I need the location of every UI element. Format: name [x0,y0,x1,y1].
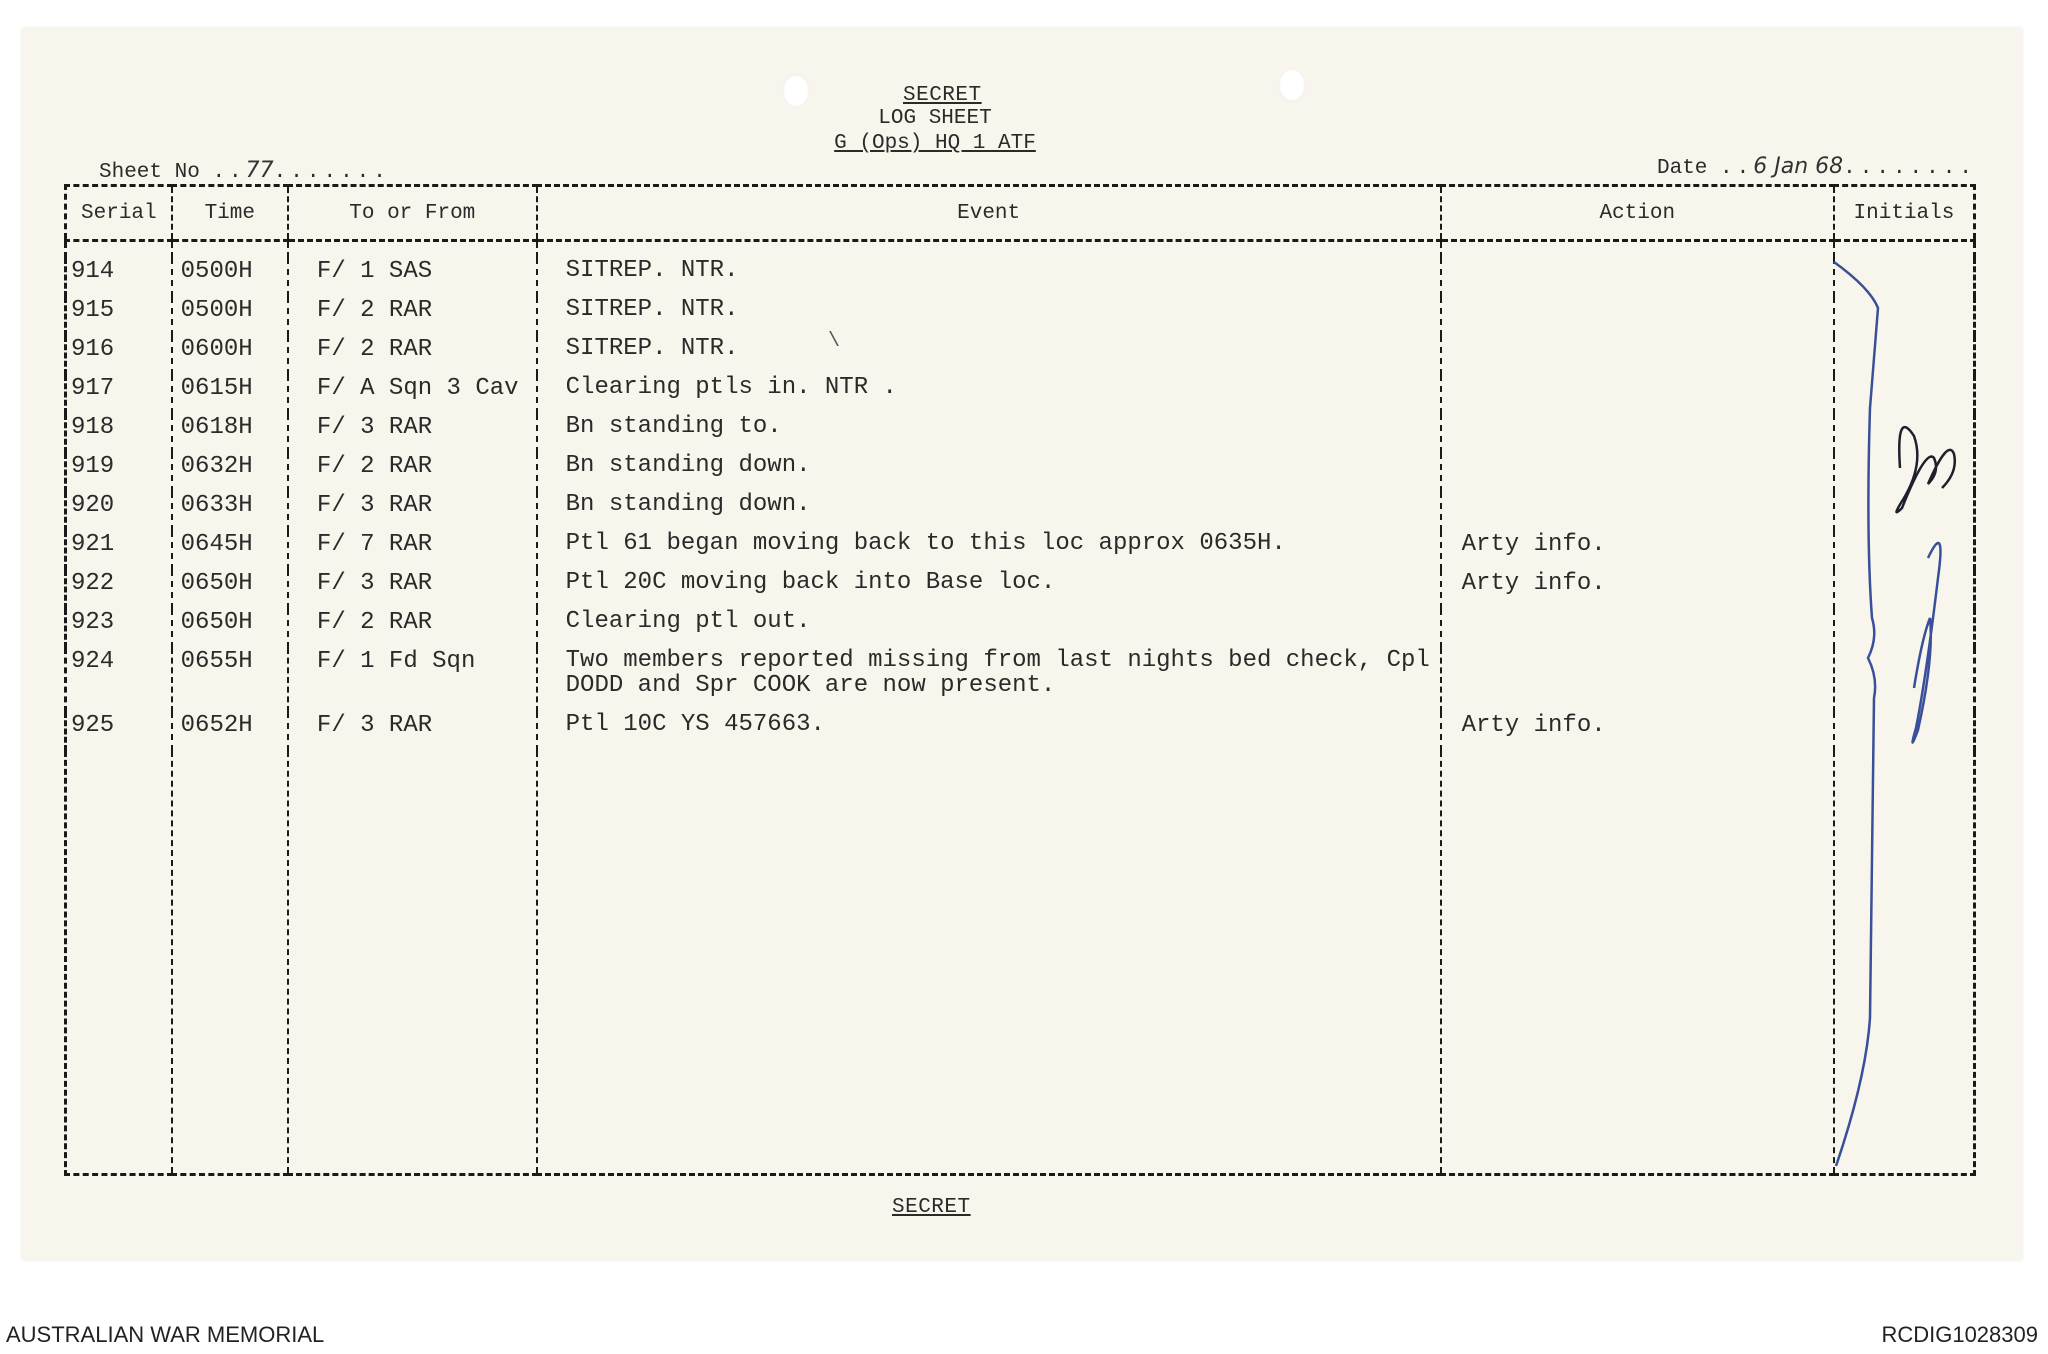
cell-time: 0500H [172,258,288,297]
cell-time: 0655H [172,648,288,712]
cell-time: 0650H [172,609,288,648]
cell-action [1441,492,1834,531]
cell-event: Ptl 10C YS 457663. [537,712,1441,751]
cell-action [1441,258,1834,297]
classification-top: SECRET [903,84,982,107]
table-row [66,531,1975,570]
table-row [66,258,1975,297]
cell-serial: 917 [66,375,172,414]
title-line-1: LOG SHEET [878,107,992,130]
cell-time: 0650H [172,570,288,609]
cell-event: SITREP. NTR. [537,258,1441,297]
cell-event: Ptl 61 began moving back to this loc approx 0635H. [537,531,1441,570]
cell-time: 0645H [172,531,288,570]
signature-mark [1896,427,1954,512]
cell-time: 0600H [172,336,288,375]
table-row [66,414,1975,453]
cell-serial: 919 [66,453,172,492]
table-filler-row [66,751,1975,1175]
header-to-or-from: To or From [288,186,537,241]
header-action: Action [1441,186,1834,241]
initials-bracket-annotation [1830,258,1970,1178]
cell-from: F/ 3 RAR [288,492,537,531]
table-header-row [66,186,1975,241]
header-serial: Serial [66,186,172,241]
cell-event: Two members reported missing from last nights bed check, Cpl DODD and Spr COOK are now present. [537,648,1441,712]
cell-time: 0632H [172,453,288,492]
cell-from: F/ 3 RAR [288,570,537,609]
cell-action: Arty info. [1441,712,1834,751]
cell-serial: 922 [66,570,172,609]
table-row [66,492,1975,531]
cell-serial: 921 [66,531,172,570]
title-block [800,106,1070,156]
cell-action [1441,336,1834,375]
cell-action [1441,609,1834,648]
cell-serial: 920 [66,492,172,531]
cell-from: F/ 2 RAR [288,453,537,492]
cell-time: 0500H [172,297,288,336]
cell-event: Clearing ptl out. [537,609,1441,648]
table-row [66,375,1975,414]
punch-hole [782,74,810,108]
cell-action [1441,648,1834,712]
sheet-number-field: Sheet No ..77....... [99,158,390,184]
punch-hole [1278,68,1306,102]
archive-label-left: AUSTRALIAN WAR MEMORIAL [6,1322,325,1347]
cell-from: F/ A Sqn 3 Cav [288,375,537,414]
date-label: Date [1657,157,1708,180]
cell-from: F/ 3 RAR [288,414,537,453]
table-row [66,336,1975,375]
cell-time: 0618H [172,414,288,453]
table-row [66,570,1975,609]
cell-action [1441,375,1834,414]
cell-from: F/ 2 RAR [288,609,537,648]
cell-action: Arty info. [1441,531,1834,570]
cell-action [1441,453,1834,492]
cell-serial: 923 [66,609,172,648]
classification-bottom: SECRET [892,1196,971,1219]
cell-from: F/ 3 RAR [288,712,537,751]
cell-from: F/ 1 SAS [288,258,537,297]
cell-event: Bn standing down. [537,492,1441,531]
cell-action: Arty info. [1441,570,1834,609]
cell-event: SITREP. NTR. [537,297,1441,336]
cell-time: 0615H [172,375,288,414]
cell-event: Bn standing down. [537,453,1441,492]
archive-label-right: RCDIG1028309 [1881,1322,2038,1347]
sheet-number-label: Sheet No [99,161,200,184]
header-time: Time [172,186,288,241]
cell-serial: 915 [66,297,172,336]
table-row [66,453,1975,492]
cell-event: SITREP. NTR. [537,336,1441,375]
date-value: 6 Jan 68 [1753,154,1844,179]
cell-event: Bn standing to. [537,414,1441,453]
cell-from: F/ 7 RAR [288,531,537,570]
curly-bracket-mark [1834,262,1878,1166]
header-initials: Initials [1834,186,1975,241]
cell-from: F/ 1 Fd Sqn [288,648,537,712]
header-event: Event [537,186,1441,241]
table-row [66,609,1975,648]
cell-time: 0652H [172,712,288,751]
cell-event: Ptl 20C moving back into Base loc. [537,570,1441,609]
stray-mark: \ [828,330,841,353]
table-row [66,712,1975,751]
table-row [66,297,1975,336]
cell-serial: 918 [66,414,172,453]
cell-serial: 916 [66,336,172,375]
cell-serial: 924 [66,648,172,712]
cell-serial: 914 [66,258,172,297]
log-table [64,184,1976,1176]
cell-event: Clearing ptls in. NTR . [537,375,1441,414]
cell-from: F/ 2 RAR [288,336,537,375]
date-field: Date ..6 Jan 68........ [1657,154,1976,180]
cell-time: 0633H [172,492,288,531]
cell-serial: 925 [66,712,172,751]
cell-action [1441,297,1834,336]
cell-action [1441,414,1834,453]
sheet-number-value: 77 [245,158,274,183]
table-row [66,648,1975,712]
signature-mark [1912,543,1940,743]
cell-from: F/ 2 RAR [288,297,537,336]
title-line-2: G (Ops) HQ 1 ATF [834,132,1036,155]
